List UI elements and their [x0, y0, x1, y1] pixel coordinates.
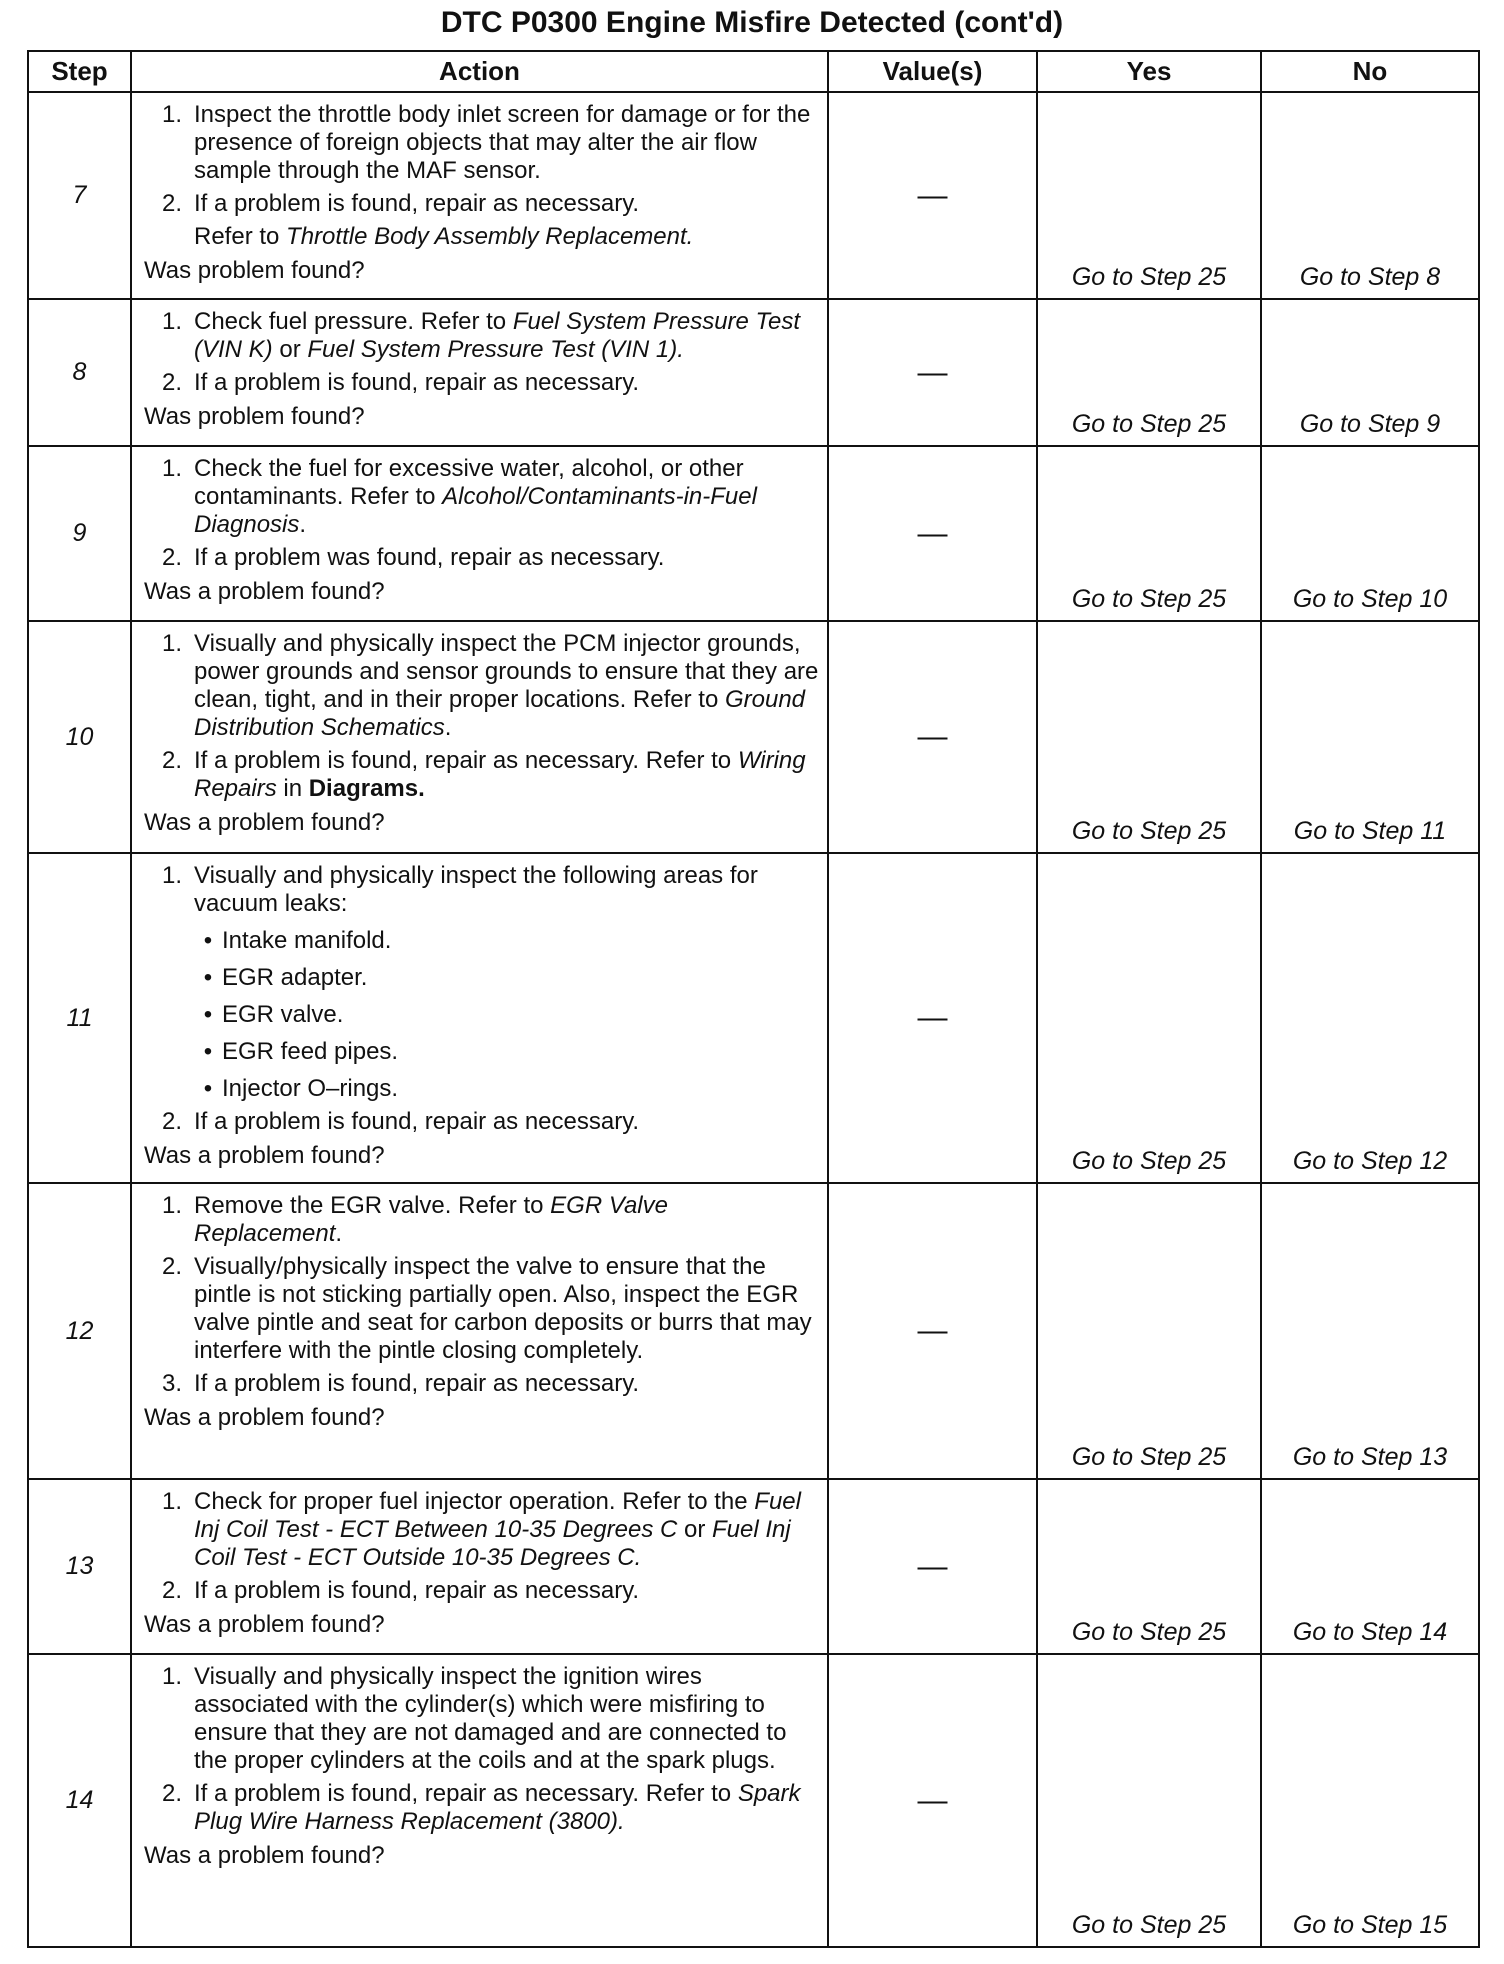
header-no: No: [1261, 51, 1479, 92]
value-cell: —: [828, 1183, 1037, 1479]
item-text-plain: Check for proper fuel injector operation. Refer to the: [194, 1488, 755, 1515]
action-cell: [131, 1654, 828, 1947]
table-row: [28, 299, 1479, 446]
bullet-item: [194, 964, 819, 992]
action-item: [144, 1663, 819, 1775]
action-cell: [131, 853, 828, 1183]
item-text: [194, 1108, 819, 1136]
item-text-plain: If a problem is found, repair as necessary.: [194, 190, 640, 217]
item-reference: EGR Valve Replacement: [194, 1192, 668, 1247]
item-text-plain: If a problem was found, repair as necessary.: [194, 544, 665, 571]
item-text: [194, 369, 819, 397]
item-text: [194, 101, 819, 185]
action-cell: [131, 446, 828, 621]
bullet-text: EGR feed pipes.: [222, 1038, 399, 1065]
action-cell: [131, 621, 828, 853]
yes-goto: Go to Step 25: [1071, 263, 1227, 291]
no-goto: Go to Step 14: [1292, 1618, 1448, 1646]
value-cell: —: [828, 92, 1037, 299]
no-goto: Go to Step 9: [1299, 410, 1441, 438]
item-number: 3.: [161, 1370, 182, 1397]
item-text: [194, 1370, 819, 1398]
table-row: [28, 621, 1479, 853]
item-number: 2.: [161, 369, 182, 396]
action-item: [144, 101, 819, 185]
action-item: [144, 223, 819, 251]
item-number: 1.: [161, 455, 182, 482]
item-reference: Throttle Body Assembly Replacement.: [286, 223, 694, 250]
no-cell: [1261, 1183, 1479, 1479]
item-text-plain: or: [677, 1516, 713, 1543]
step-number: 13: [28, 1479, 131, 1654]
yes-cell: [1037, 1654, 1261, 1947]
table-row: [28, 1183, 1479, 1479]
item-number: 1.: [161, 862, 182, 889]
action-item: [144, 862, 819, 1103]
bullet-item: [194, 1001, 819, 1029]
item-text-plain: Check fuel pressure. Refer to: [194, 308, 513, 335]
item-number: 1.: [161, 1192, 182, 1219]
item-text-plain: Visually and physically inspect the PCM injector grounds, power grounds and sensor grounds to ensure that they are clean, tight, and in their proper locations. Refer to: [194, 630, 819, 713]
item-text-plain: Visually and physically inspect the ignition wires associated with the cylinder(s) which were misfiring to ensure that they are not damaged and are connected to the proper cylinders at the coils and at the spark plugs.: [194, 1663, 787, 1774]
item-number: 2.: [161, 1577, 182, 1604]
item-text: [194, 308, 819, 364]
yes-goto: Go to Step 25: [1071, 1618, 1227, 1646]
item-text-plain: Inspect the throttle body inlet screen for damage or for the presence of foreign objects that may alter the air flow sample through the MAF sensor.: [194, 101, 811, 184]
action-item: [144, 455, 819, 539]
action-cell: [131, 299, 828, 446]
table-row: [28, 92, 1479, 299]
question-text: Was a problem found?: [144, 1142, 385, 1169]
question-text: Was a problem found?: [144, 1842, 385, 1869]
item-number: 1.: [161, 1488, 182, 1515]
item-reference: Fuel System Pressure Test (VIN K): [194, 308, 801, 363]
yes-goto: Go to Step 25: [1071, 1147, 1227, 1175]
item-text-plain: Visually and physically inspect the following areas for vacuum leaks:: [194, 862, 758, 917]
step-number: 14: [28, 1654, 131, 1947]
item-text-plain: If a problem is found, repair as necessary. Refer to: [194, 747, 738, 774]
page-title: DTC P0300 Engine Misfire Detected (cont'd): [440, 6, 1064, 39]
item-text: [194, 544, 819, 572]
question-text: Was a problem found?: [144, 1611, 385, 1638]
step-number: 9: [28, 446, 131, 621]
action-item: [144, 1370, 819, 1398]
action-item: [144, 369, 819, 397]
yes-cell: [1037, 621, 1261, 853]
yes-cell: [1037, 1479, 1261, 1654]
bullet-icon: •: [203, 1001, 213, 1028]
no-goto: Go to Step 12: [1292, 1147, 1448, 1175]
action-item: [144, 630, 819, 742]
no-goto: Go to Step 15: [1292, 1911, 1448, 1939]
item-text: [194, 747, 819, 803]
no-cell: [1261, 1479, 1479, 1654]
item-text: [194, 1488, 819, 1572]
step-number: 7: [28, 92, 131, 299]
yes-cell: [1037, 299, 1261, 446]
bullet-item: [194, 1038, 819, 1066]
item-text: [194, 1780, 819, 1836]
item-text: [194, 1253, 819, 1365]
item-text: [194, 223, 819, 251]
bullet-icon: •: [203, 964, 213, 991]
item-text-plain: If a problem is found, repair as necessary.: [194, 1577, 640, 1604]
diagnostic-table: [27, 50, 1480, 1948]
table-row: [28, 1479, 1479, 1654]
item-number: 2.: [161, 1108, 182, 1135]
table-body: [28, 92, 1479, 1947]
header-yes: Yes: [1037, 51, 1261, 92]
item-text: [194, 862, 819, 1103]
header-row: [28, 51, 1479, 92]
action-item: [144, 1253, 819, 1365]
yes-goto: Go to Step 25: [1071, 1911, 1227, 1939]
item-text-plain: Check the fuel for excessive water, alcohol, or other contaminants. Refer to: [194, 455, 744, 510]
bullet-icon: •: [203, 1075, 213, 1102]
action-item: [144, 1192, 819, 1248]
item-text: [194, 1663, 819, 1775]
bullet-item: [194, 927, 819, 955]
value-cell: —: [828, 853, 1037, 1183]
action-cell: [131, 92, 828, 299]
item-text: [194, 190, 819, 218]
item-text-plain: If a problem is found, repair as necessary. Refer to: [194, 1780, 738, 1807]
item-text-plain: Remove the EGR valve. Refer to: [194, 1192, 551, 1219]
item-text: [194, 455, 819, 539]
item-text: [194, 1577, 819, 1605]
question-text: Was problem found?: [144, 257, 365, 284]
item-text-plain: Refer to: [194, 223, 287, 250]
no-cell: [1261, 446, 1479, 621]
value-cell: —: [828, 299, 1037, 446]
yes-cell: [1037, 92, 1261, 299]
item-text-plain: or: [272, 336, 308, 363]
header-values: Value(s): [828, 51, 1037, 92]
question-text: Was a problem found?: [144, 578, 385, 605]
bullet-text: EGR valve.: [222, 1001, 344, 1028]
item-reference: Ground Distribution Schematics: [194, 686, 806, 741]
value-cell: —: [828, 621, 1037, 853]
no-goto: Go to Step 8: [1299, 263, 1441, 291]
value-cell: —: [828, 1654, 1037, 1947]
value-cell: —: [828, 1479, 1037, 1654]
yes-cell: [1037, 1183, 1261, 1479]
yes-goto: Go to Step 25: [1071, 817, 1227, 845]
item-reference: Alcohol/Contaminants-in-Fuel Diagnosis: [194, 483, 757, 538]
item-number: 1.: [161, 630, 182, 657]
item-number: 2.: [161, 1780, 182, 1807]
action-cell: [131, 1479, 828, 1654]
question-text: Was problem found?: [144, 403, 365, 430]
item-number: 2.: [161, 747, 182, 774]
item-text-plain: .: [299, 511, 307, 538]
no-cell: [1261, 299, 1479, 446]
header-action: Action: [131, 51, 828, 92]
item-reference: Fuel Inj Coil Test - ECT Outside 10-35 Degrees C.: [194, 1516, 791, 1571]
bullet-icon: •: [203, 1038, 213, 1065]
bullet-text: Injector O–rings.: [222, 1075, 399, 1102]
item-text: [194, 630, 819, 742]
header-step: Step: [28, 51, 131, 92]
item-number: 2.: [161, 1253, 182, 1280]
item-reference: Spark Plug Wire Harness Replacement (3800).: [194, 1780, 801, 1835]
table-row: [28, 446, 1479, 621]
step-number: 12: [28, 1183, 131, 1479]
action-cell: [131, 1183, 828, 1479]
item-text-plain: .: [444, 714, 452, 741]
item-text-plain: If a problem is found, repair as necessary.: [194, 369, 640, 396]
bullet-text: EGR adapter.: [222, 964, 368, 991]
yes-cell: [1037, 853, 1261, 1183]
step-number: 11: [28, 853, 131, 1183]
bullet-icon: •: [203, 927, 213, 954]
table-row: [28, 1654, 1479, 1947]
no-cell: [1261, 621, 1479, 853]
step-number: 8: [28, 299, 131, 446]
step-number: 10: [28, 621, 131, 853]
action-item: [144, 1780, 819, 1836]
item-text-plain: in: [276, 775, 309, 802]
item-reference: Fuel System Pressure Test (VIN 1).: [307, 336, 684, 363]
yes-goto: Go to Step 25: [1071, 410, 1227, 438]
item-text-plain: Visually/physically inspect the valve to ensure that the pintle is not sticking partially open. Also, inspect the EGR valve pintle and seat for carbon deposits or burrs that may interfere with the pintle closing completely.: [194, 1253, 812, 1364]
no-cell: [1261, 1654, 1479, 1947]
item-number: 2.: [161, 544, 182, 571]
yes-goto: Go to Step 25: [1071, 585, 1227, 613]
table-row: [28, 853, 1479, 1183]
action-item: [144, 308, 819, 364]
item-text: [194, 1192, 819, 1248]
item-reference: Wiring Repairs: [194, 747, 806, 802]
item-number: [144, 223, 194, 251]
value-cell: —: [828, 446, 1037, 621]
question-text: Was a problem found?: [144, 1404, 385, 1431]
bullet-text: Intake manifold.: [222, 927, 392, 954]
no-cell: [1261, 92, 1479, 299]
item-number: 1.: [161, 308, 182, 335]
item-text-plain: .: [335, 1220, 343, 1247]
bullet-item: [194, 1075, 819, 1103]
action-item: [144, 1108, 819, 1136]
no-goto: Go to Step 13: [1292, 1443, 1448, 1471]
no-cell: [1261, 853, 1479, 1183]
question-text: Was a problem found?: [144, 809, 385, 836]
item-reference: Fuel Inj Coil Test - ECT Between 10-35 Degrees C: [194, 1488, 801, 1543]
action-item: [144, 190, 819, 218]
yes-goto: Go to Step 25: [1071, 1443, 1227, 1471]
action-item: [144, 1577, 819, 1605]
action-item: [144, 544, 819, 572]
item-number: 1.: [161, 1663, 182, 1690]
yes-cell: [1037, 446, 1261, 621]
item-number: 1.: [161, 101, 182, 128]
item-number: 2.: [161, 190, 182, 217]
item-text-plain: If a problem is found, repair as necessary.: [194, 1108, 640, 1135]
action-item: [144, 747, 819, 803]
item-bold-text: Diagrams.: [308, 775, 425, 802]
no-goto: Go to Step 11: [1293, 817, 1447, 845]
item-text-plain: If a problem is found, repair as necessary.: [194, 1370, 640, 1397]
action-item: [144, 1488, 819, 1572]
no-goto: Go to Step 10: [1292, 585, 1448, 613]
